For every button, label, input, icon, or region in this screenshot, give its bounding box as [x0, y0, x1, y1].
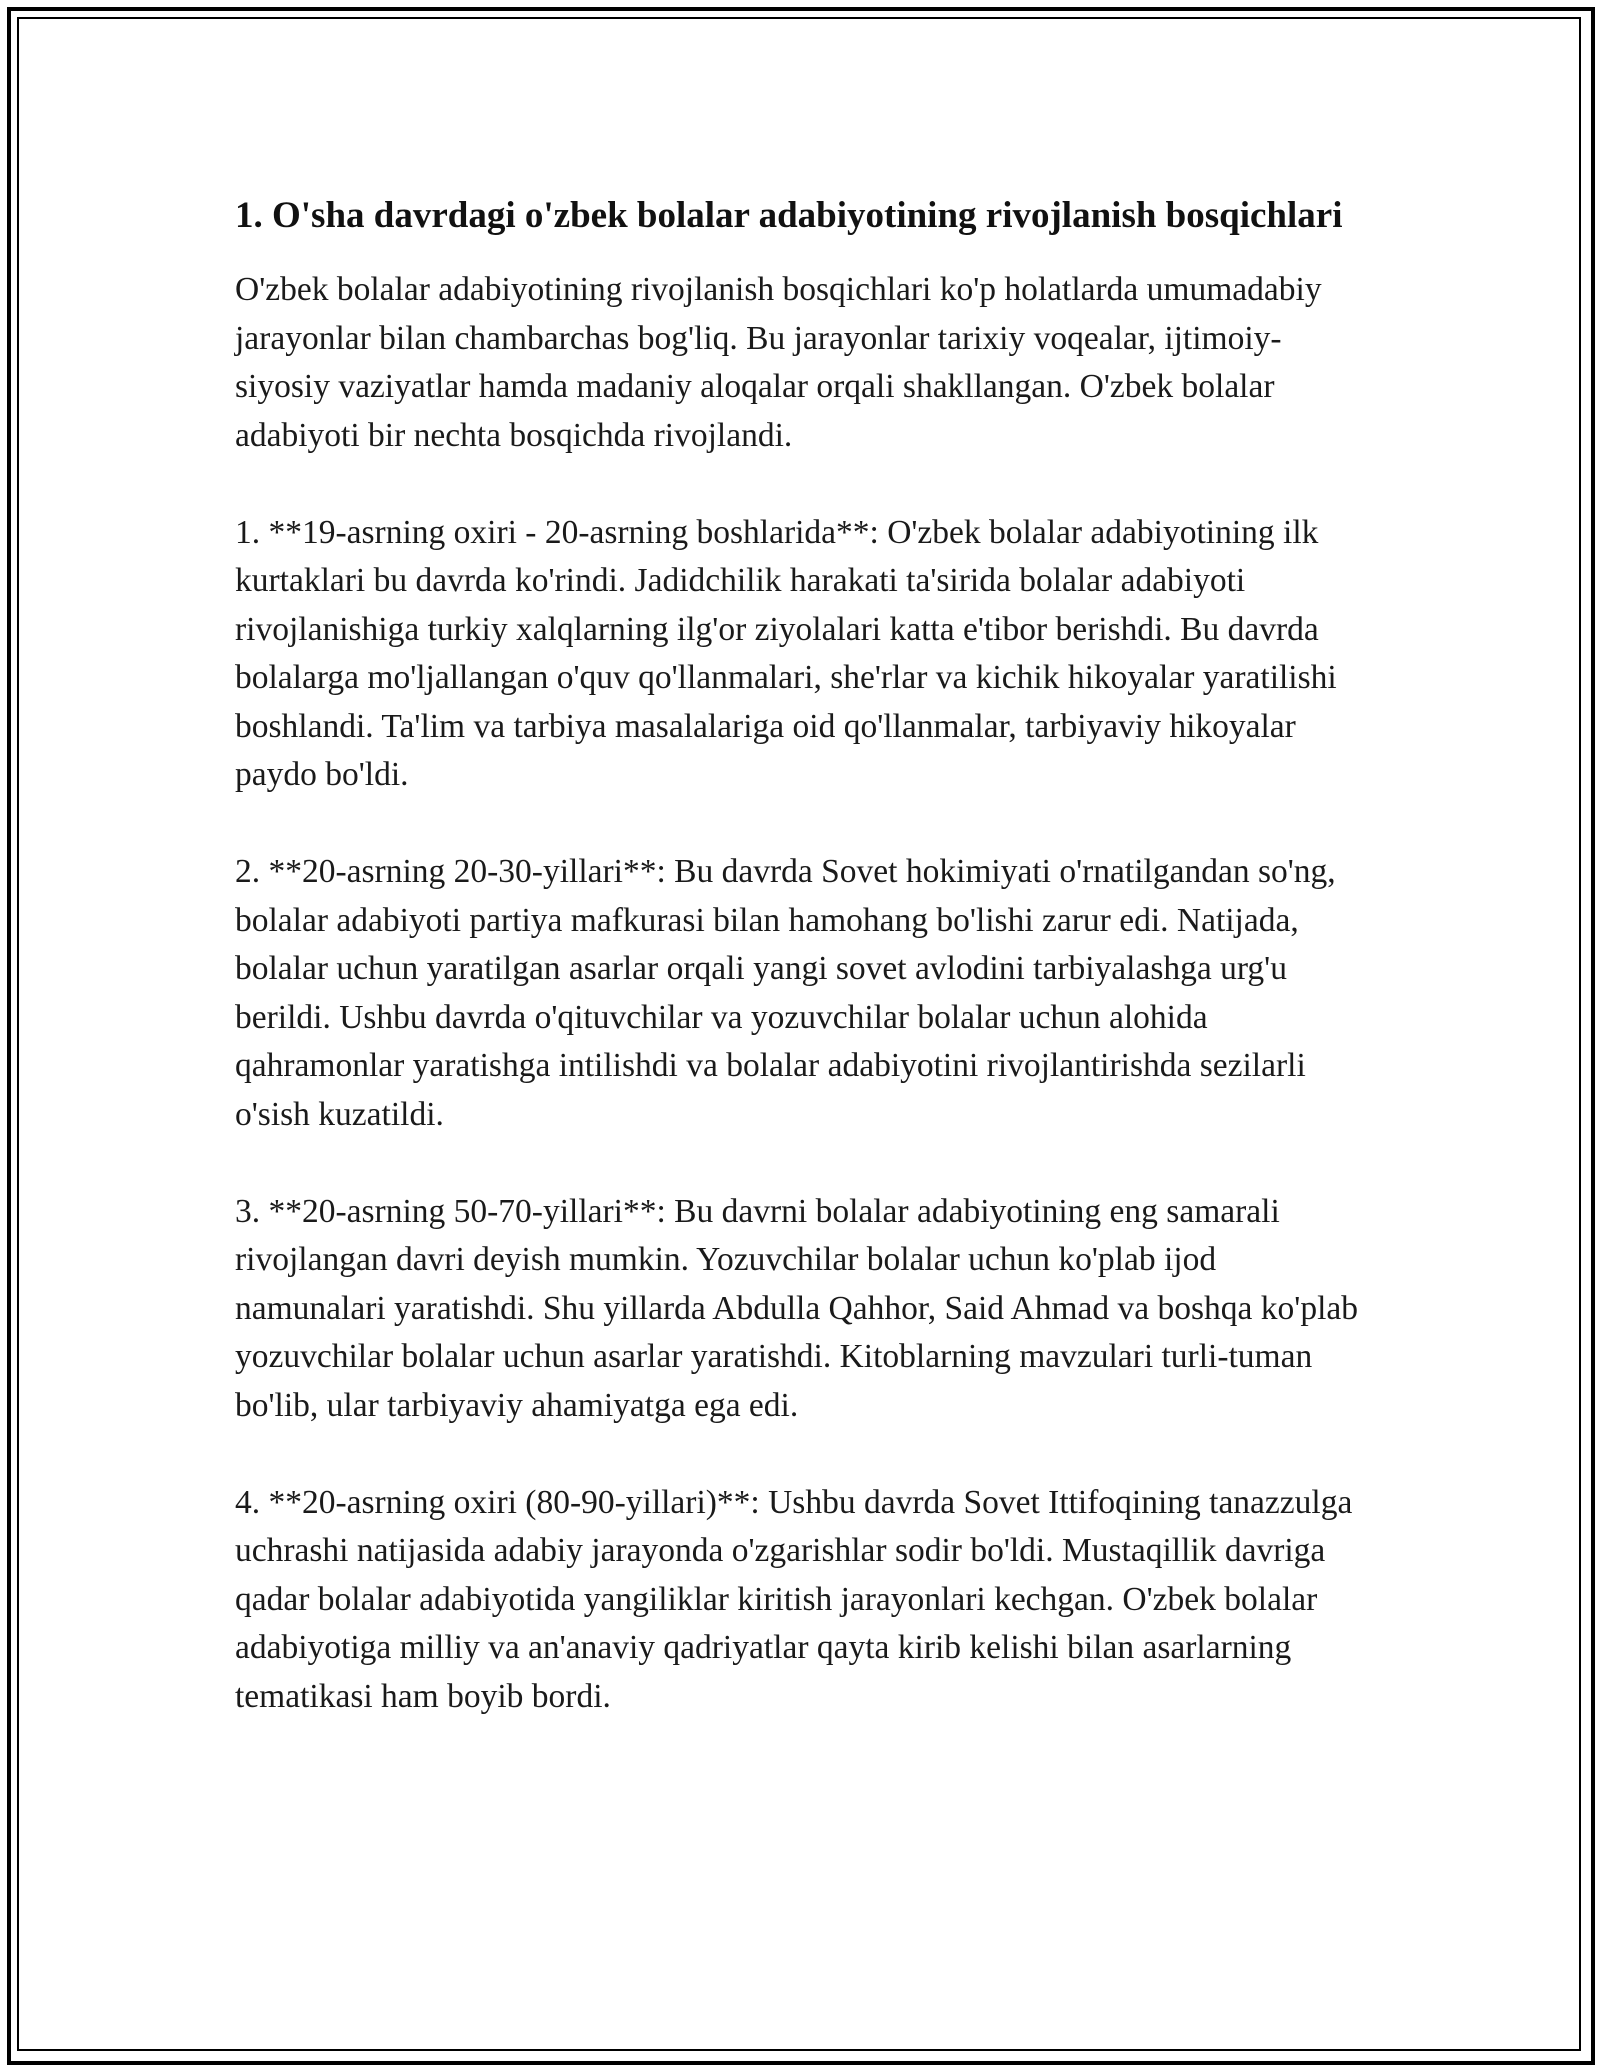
document-title: 1. O'sha davrdagi o'zbek bolalar adabiyotining rivojlanish bosqichlari — [235, 195, 1343, 236]
stage-3-paragraph: 3. **20-asrning 50-70-yillari**: Bu davrni bolalar adabiyotining eng samarali rivojlangan davri deyish mumkin. Yozuvchilar bolalar uchun ko'plab ijod namunalari yaratishdi. Shu yillarda Abdulla Qahhor, Said Ahmad va boshqa ko'plab yozuvchilar bolalar uchun asarlar yaratishdi. Kitoblarning mavzulari turli-tuman bo'lib, ular tarbiyaviy ahamiyatga ega edi. — [235, 1192, 1359, 1424]
stage-4-paragraph: 4. **20-asrning oxiri (80-90-yillari)**: Ushbu davrda Sovet Ittifoqining tanazzulga uchrashi natijasida adabiy jarayonda o'zgarishlar sodir bo'ldi. Mustaqillik davriga qadar bolalar adabiyotida yangiliklar kiritish jarayonlari kechgan. O'zbek bolalar adabiyotiga milliy va an'anaviy qadriyatlar qayta kirib kelishi bilan asarlarning tematikasi ham boyib bordi. — [235, 1483, 1353, 1715]
intro-paragraph: O'zbek bolalar adabiyotining rivojlanish bosqichlari ko'p holatlarda umumadabiy jarayonlar bilan chambarchas bog'liq. Bu jarayonlar tarixiy voqealar, ijtimoiy-siyosiy vaziyatlar hamda madaniy aloqalar orqali shakllangan. O'zbek bolalar adabiyoti bir nechta bosqichda rivojlandi. — [235, 271, 1322, 454]
document-body — [235, 190, 1365, 1770]
stage-2-paragraph: 2. **20-asrning 20-30-yillari**: Bu davrda Sovet hokimiyati o'rnatilgandan so'ng, bolalar adabiyoti partiya mafkurasi bilan hamohang bo'lishi zarur edi. Natijada, bolalar uchun yaratilgan asarlar orqali yangi sovet avlodini tarbiyalashga urg'u berildi. Ushbu davrda o'qituvchilar va yozuvchilar bolalar uchun alohida qahramonlar yaratishga intilishdi va bolalar adabiyotini rivojlantirishda sezilarli o'sish kuzatildi. — [235, 853, 1336, 1133]
stage-1-paragraph: 1. **19-asrning oxiri - 20-asrning boshlarida**: O'zbek bolalar adabiyotining ilk kurtaklari bu davrda ko'rindi. Jadidchilik harakati ta'sirida bolalar adabiyoti rivojlanishiga turkiy xalqlarning ilg'or ziyolalari katta e'tibor berishdi. Bu davrda bolalarga mo'ljallangan o'quv qo'llanmalari, she'rlar va kichik hikoyalar yaratilishi boshlandi. Ta'lim va tarbiya masalalariga oid qo'llanmalar, tarbiyaviy hikoyalar paydo bo'ldi. — [235, 513, 1337, 793]
